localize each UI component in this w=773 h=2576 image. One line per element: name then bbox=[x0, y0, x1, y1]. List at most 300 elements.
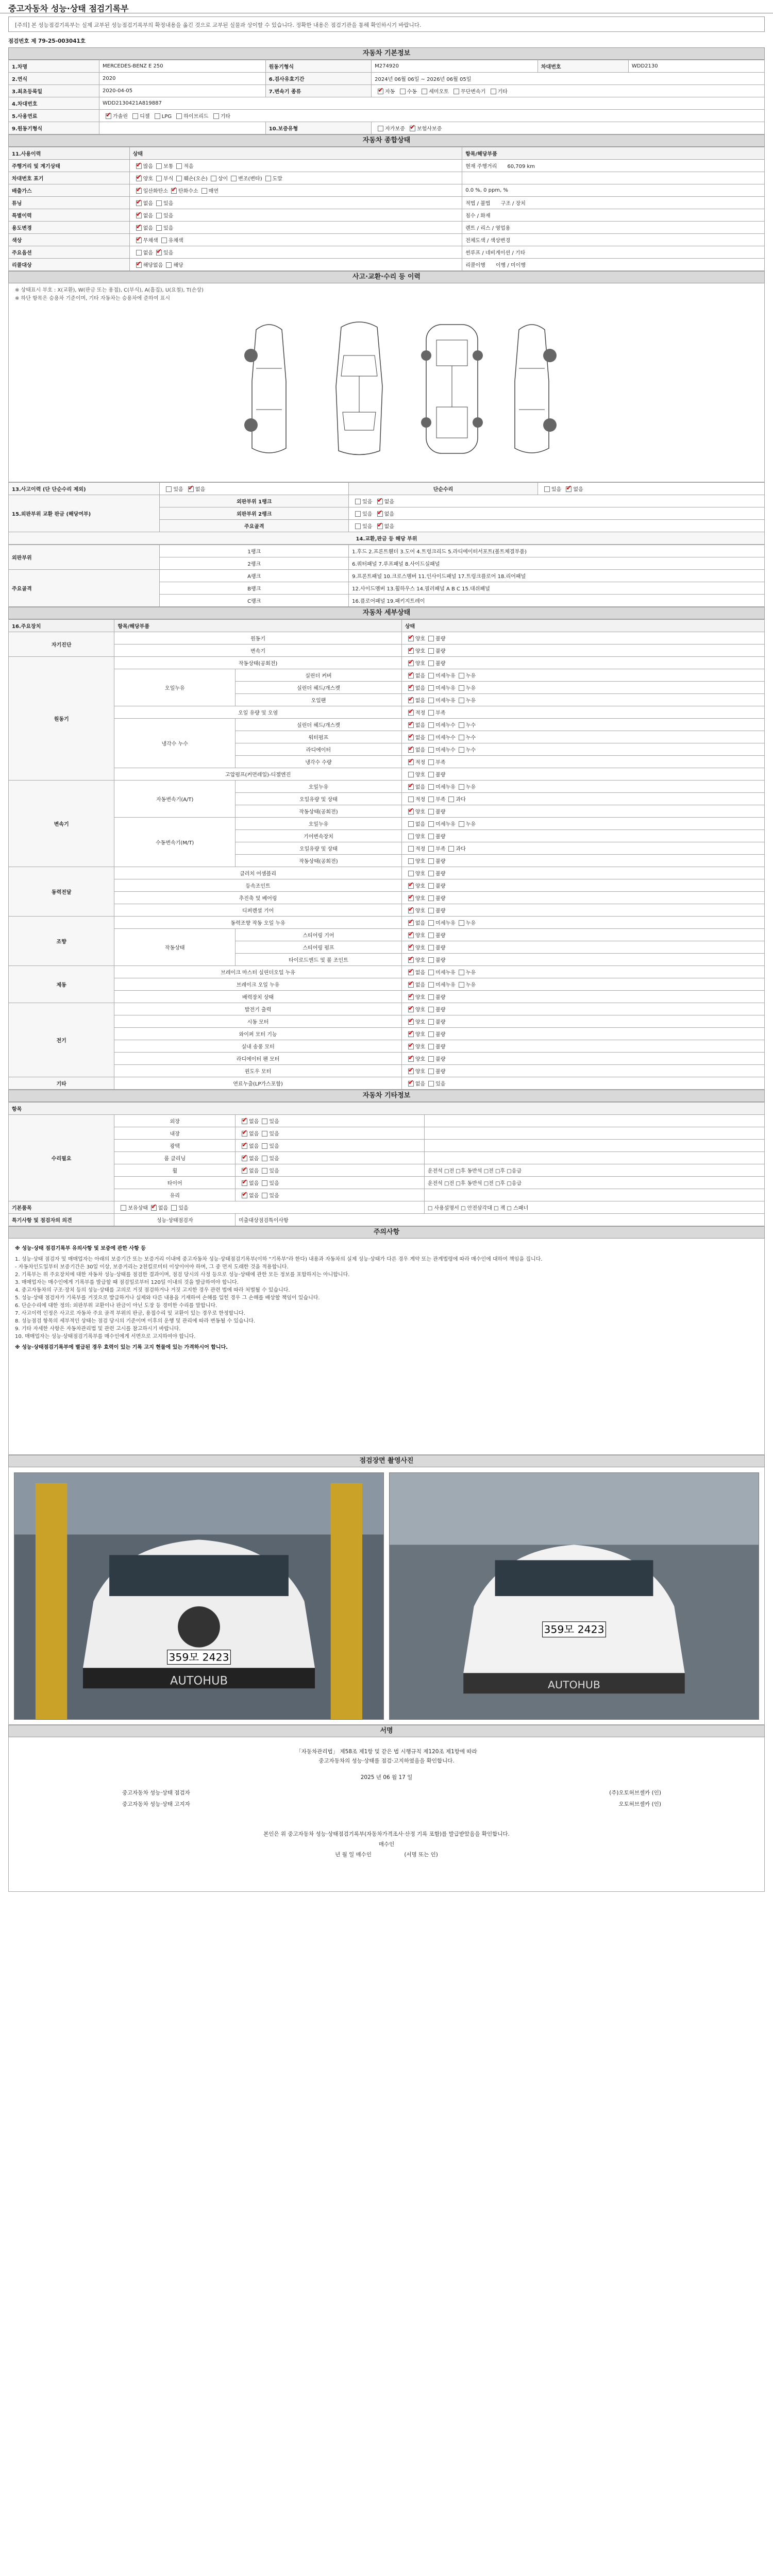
option-label: 있음 bbox=[269, 1131, 279, 1137]
option-label: 무채색 bbox=[143, 238, 158, 244]
other-row bbox=[9, 1115, 765, 1127]
option-label: 불량 bbox=[435, 1057, 446, 1062]
checkbox-icon bbox=[422, 89, 427, 94]
option-label: 양호 bbox=[415, 933, 426, 939]
receipt-sign: (서명 또는 인) bbox=[404, 1852, 438, 1858]
option-label: 불량 bbox=[435, 1069, 446, 1075]
option-label: 양호 bbox=[415, 884, 426, 889]
option-label: 누유 bbox=[465, 673, 476, 679]
photos-section bbox=[8, 1455, 765, 1725]
checkbox-icon bbox=[136, 238, 142, 243]
detail-item: 등속조인트 bbox=[114, 879, 401, 892]
detail-item: 브레이크 마스터 실린더오일 누유 bbox=[114, 966, 401, 978]
checkbox-icon bbox=[428, 1056, 434, 1062]
rank2-options bbox=[349, 507, 765, 520]
option-label: 불량 bbox=[435, 1044, 446, 1050]
checkbox-icon bbox=[428, 673, 434, 679]
checkbox-icon bbox=[428, 710, 434, 716]
checkbox-icon bbox=[408, 908, 414, 913]
detail-subgroup: 냉각수 누수 bbox=[114, 719, 236, 768]
summary-note bbox=[462, 234, 765, 246]
basic-row-3 bbox=[9, 85, 765, 97]
checkbox-icon bbox=[428, 920, 434, 926]
option-label: 없음 bbox=[415, 822, 426, 827]
checkbox-icon bbox=[156, 176, 162, 181]
transmission-options bbox=[372, 85, 765, 97]
caution-line: 8. 성능점검 항목의 세부적인 상태는 점검 당시의 기준이며 이후의 운행 및 관리에 따라 변동될 수 있습니다. bbox=[15, 1318, 256, 1324]
checkbox-icon bbox=[448, 796, 454, 802]
detail-item: 원동기 bbox=[114, 632, 401, 645]
option-label: 과다 bbox=[456, 846, 466, 852]
option-label: 양호 bbox=[415, 1032, 426, 1038]
inspector-label: 중고자동차 성능·상태 점검자 bbox=[122, 1790, 190, 1796]
detail-state bbox=[401, 991, 764, 1003]
option-label: 누수 bbox=[465, 735, 476, 741]
photos-row bbox=[8, 1467, 765, 1725]
other-options bbox=[236, 1189, 425, 1201]
checkbox-icon bbox=[136, 200, 142, 206]
checkbox-icon bbox=[459, 747, 464, 753]
checkbox-icon bbox=[428, 796, 434, 802]
checkbox-icon bbox=[155, 113, 160, 119]
first-registration-label: 3.최초등록일 bbox=[9, 85, 99, 97]
other-row bbox=[9, 1152, 765, 1164]
fuel-options bbox=[99, 110, 765, 122]
summary-note-text: 현재 주행거리 bbox=[465, 164, 497, 170]
detail-item: 실린더 커버 bbox=[236, 669, 402, 682]
option-label: 자동 bbox=[385, 89, 395, 95]
other-section bbox=[8, 1090, 765, 1226]
summary-section bbox=[8, 134, 765, 271]
rear-photo bbox=[389, 1472, 759, 1720]
checkbox-icon bbox=[408, 970, 414, 975]
option-label: 많음 bbox=[143, 164, 154, 170]
detail-state bbox=[401, 768, 764, 781]
option-label: 있음 bbox=[163, 250, 174, 256]
checkbox-icon bbox=[171, 1205, 177, 1211]
option-label: 있음 bbox=[269, 1144, 279, 1149]
car-diagram-area bbox=[9, 304, 764, 482]
option-label: 없음 bbox=[384, 499, 394, 505]
rank-row bbox=[9, 545, 765, 557]
option-label: 부족 bbox=[435, 760, 446, 766]
checkbox-icon bbox=[355, 523, 361, 529]
receipt-date: 년 월 일 매수인 bbox=[335, 1852, 372, 1858]
checkbox-icon bbox=[428, 970, 434, 975]
option-label: 보통 bbox=[163, 164, 174, 170]
checkbox-icon bbox=[428, 982, 434, 988]
option-label: 있음 bbox=[435, 1081, 446, 1087]
report-number bbox=[8, 37, 765, 45]
summary-note-text: 0.0 %, 0 ppm, % bbox=[465, 188, 508, 193]
basic-info-table bbox=[8, 60, 765, 134]
option-label: 있음 bbox=[269, 1168, 279, 1174]
checkbox-icon bbox=[428, 834, 434, 839]
summary-note-text: 썬루프 / 네비게이션 / 기타 bbox=[465, 250, 526, 256]
summary-label: 주행거리 및 계기상태 bbox=[9, 160, 130, 172]
inspector-value: (주)오토허브셀카 (인) bbox=[609, 1790, 661, 1796]
checkbox-icon bbox=[428, 735, 434, 740]
rank-grade: 1랭크 bbox=[160, 545, 349, 557]
checkbox-icon bbox=[355, 499, 361, 504]
vin-label: 4.차대번호 bbox=[9, 97, 99, 110]
caution-line: 7. 사고이력 인정은 사고로 자동차 주요 골격 부위의 판금, 용접수리 및 교환이 있는 경우로 한정합니다. bbox=[15, 1311, 245, 1316]
option-label: 불량 bbox=[435, 1032, 446, 1038]
detail-header-row bbox=[9, 620, 765, 632]
detail-item: 라디에이터 bbox=[236, 743, 402, 756]
detail-state bbox=[401, 842, 764, 855]
summary-row bbox=[9, 209, 765, 222]
checkbox-icon bbox=[201, 188, 207, 194]
checkbox-icon bbox=[378, 89, 383, 94]
checkbox-icon bbox=[459, 970, 464, 975]
detail-item: 실린더 헤드/개스켓 bbox=[236, 719, 402, 731]
checkbox-icon bbox=[428, 846, 434, 852]
option-label: 보험사보증 bbox=[416, 126, 442, 132]
sign-line-1: 「자동차관리법」 제58조 제1항 및 같은 법 시행규칙 제120조 제1항에 따라 bbox=[296, 1749, 477, 1755]
option-label: 불량 bbox=[435, 933, 446, 939]
detail-state bbox=[401, 1003, 764, 1015]
checkbox-icon bbox=[428, 747, 434, 753]
summary-note-value: 이행 / 미이행 bbox=[495, 263, 526, 268]
other-item: 유리 bbox=[114, 1189, 236, 1201]
option-label: 불량 bbox=[435, 1020, 446, 1025]
option-label: 불량 bbox=[435, 995, 446, 1001]
option-label: 미세누수 bbox=[435, 723, 456, 728]
checkbox-icon bbox=[408, 1031, 414, 1037]
summary-note-text: 렌트 / 리스 / 영업용 bbox=[465, 226, 511, 231]
inspection-validity-value: 2024년 06월 06일 ~ 2026년 06월 05일 bbox=[372, 73, 765, 85]
option-label: 있음 bbox=[269, 1181, 279, 1187]
summary-heading: 자동차 종합상태 bbox=[8, 134, 765, 147]
summary-note bbox=[462, 259, 765, 271]
summary-note bbox=[462, 197, 765, 209]
option-label: 미세누유 bbox=[435, 921, 456, 926]
summary-options bbox=[129, 184, 462, 197]
other-options bbox=[236, 1127, 425, 1140]
detail-item: 라디에이터 팬 모터 bbox=[114, 1053, 401, 1065]
option-label: 불량 bbox=[435, 896, 446, 902]
detail-row bbox=[9, 991, 765, 1003]
option-label: 불량 bbox=[435, 649, 446, 654]
option-label: 부족 bbox=[435, 710, 446, 716]
option-label: 양호 bbox=[415, 809, 426, 815]
checkbox-icon bbox=[262, 1156, 267, 1161]
option-label: 적음 bbox=[183, 164, 194, 170]
option-label: 양호 bbox=[415, 1057, 426, 1062]
checkbox-icon bbox=[377, 511, 383, 517]
detail-state bbox=[401, 1028, 764, 1040]
checkbox-icon bbox=[408, 636, 414, 641]
detail-item: 작동상태(공회전) bbox=[236, 855, 402, 867]
detail-item: 오일누유 bbox=[236, 781, 402, 793]
summary-options bbox=[129, 246, 462, 259]
chassis-value: WDD2130 bbox=[628, 60, 764, 73]
detail-item: 윈도우 모터 bbox=[114, 1065, 401, 1077]
detail-state bbox=[401, 855, 764, 867]
caution-body bbox=[8, 1239, 765, 1455]
checkbox-icon bbox=[408, 846, 414, 852]
other-options bbox=[236, 1115, 425, 1127]
option-label: 미세누유 bbox=[435, 970, 456, 976]
checkbox-icon bbox=[459, 698, 464, 703]
detail-table bbox=[8, 619, 765, 1090]
option-label: 미세누유 bbox=[435, 673, 456, 679]
detail-item: 추진축 및 베어링 bbox=[114, 892, 401, 904]
checkbox-icon bbox=[428, 957, 434, 963]
option-label: 없음 bbox=[249, 1181, 259, 1187]
basic-items-row bbox=[9, 1201, 765, 1214]
option-label: 불량 bbox=[435, 661, 446, 667]
summary-row bbox=[9, 160, 765, 172]
summary-note bbox=[462, 172, 765, 184]
warranty-options bbox=[372, 122, 765, 134]
summary-options bbox=[129, 234, 462, 246]
other-col-item: 항목 bbox=[9, 1103, 765, 1115]
detail-row bbox=[9, 1077, 765, 1090]
option-label: 미세누수 bbox=[435, 748, 456, 753]
checkbox-icon bbox=[428, 1031, 434, 1037]
option-label: 누유 bbox=[465, 921, 476, 926]
option-label: 불량 bbox=[435, 1007, 446, 1013]
checkbox-icon bbox=[262, 1143, 267, 1149]
option-label: 적정 bbox=[415, 710, 426, 716]
rank-items: 6.쿼터패널 7.루프패널 8.사이드실패널 bbox=[349, 557, 765, 570]
option-label: 있음 bbox=[178, 1206, 189, 1211]
option-label: 미세누유 bbox=[435, 698, 456, 704]
detail-item: 와이퍼 모터 기능 bbox=[114, 1028, 401, 1040]
summary-col-state: 상태 bbox=[129, 147, 462, 160]
checkbox-icon bbox=[408, 871, 414, 876]
summary-col-usage: 11.사용이력 bbox=[9, 147, 130, 160]
option-label: 없음 bbox=[384, 524, 394, 530]
front-watermark: AUTOHUB bbox=[170, 1674, 228, 1688]
parts-header-row bbox=[9, 532, 765, 545]
opinion-value: 미출대상점검특이사항 bbox=[236, 1214, 765, 1226]
option-label: 불량 bbox=[435, 636, 446, 642]
option-label: 있음 bbox=[551, 487, 562, 493]
option-label: 양호 bbox=[415, 1044, 426, 1050]
option-label: 누유 bbox=[465, 822, 476, 827]
checkbox-icon bbox=[166, 486, 172, 492]
basic-items-extra: □ 사용설명서 □ 안전삼각대 □ 잭 □ 스패너 bbox=[424, 1201, 764, 1214]
detail-group: 변속기 bbox=[9, 781, 114, 867]
checkbox-icon bbox=[136, 163, 142, 169]
rank-items: 16.플로어패널 19.패키지트레이 bbox=[349, 595, 765, 607]
caution-line: 4. 중고자동차의 구조·장치 등의 성능·상태를 고의로 거짓 점검하거나 거짓 고지한 경우 관련 법에 따라 처벌될 수 있습니다. bbox=[15, 1287, 290, 1293]
checkbox-icon bbox=[410, 126, 415, 131]
detail-section bbox=[8, 607, 765, 1090]
checkbox-icon bbox=[408, 648, 414, 654]
summary-note-text: 적법 / 불법 bbox=[465, 201, 491, 207]
option-label: 매연 bbox=[208, 189, 219, 194]
checkbox-icon bbox=[408, 735, 414, 740]
detail-state bbox=[401, 756, 764, 768]
checkbox-icon bbox=[428, 1007, 434, 1012]
option-label: 없음 bbox=[384, 512, 394, 517]
checkbox-icon bbox=[262, 1193, 267, 1198]
detail-row bbox=[9, 1040, 765, 1053]
sign-date: 2025 년 06 월 17 일 bbox=[360, 1774, 413, 1781]
main-frame-options bbox=[349, 520, 765, 532]
summary-label: 리콜대상 bbox=[9, 259, 130, 271]
checkbox-icon bbox=[136, 250, 142, 256]
option-label: 불량 bbox=[435, 772, 446, 778]
basic-items-label: 기본품목 bbox=[9, 1201, 114, 1214]
engine-type-value: M274920 bbox=[372, 60, 538, 73]
rank1-row bbox=[9, 495, 765, 507]
accident-row bbox=[9, 483, 765, 495]
checkbox-icon bbox=[171, 188, 177, 194]
rank-table bbox=[8, 545, 765, 607]
checkbox-icon bbox=[428, 895, 434, 901]
checkbox-icon bbox=[408, 982, 414, 988]
checkbox-icon bbox=[408, 895, 414, 901]
option-label: 변조(변타) bbox=[238, 176, 262, 182]
checkbox-icon bbox=[408, 673, 414, 679]
car-side-right-icon bbox=[503, 319, 560, 459]
option-label: 미세누수 bbox=[435, 735, 456, 741]
basic-row-2 bbox=[9, 73, 765, 85]
fuel-label: 5.사용연료 bbox=[9, 110, 99, 122]
summary-options bbox=[129, 160, 462, 172]
detail-row bbox=[9, 879, 765, 892]
detail-state bbox=[401, 1065, 764, 1077]
option-label: 없음 bbox=[249, 1144, 259, 1149]
summary-note-value: 60,709 km bbox=[507, 164, 535, 170]
checkbox-icon bbox=[428, 1019, 434, 1025]
detail-item: 타이로드엔드 및 볼 조인트 bbox=[236, 954, 402, 966]
checkbox-icon bbox=[428, 784, 434, 790]
summary-note-value: 구조 / 장치 bbox=[500, 201, 526, 207]
summary-row bbox=[9, 197, 765, 209]
detail-state bbox=[401, 904, 764, 917]
checkbox-icon bbox=[408, 1019, 414, 1025]
checkbox-icon bbox=[428, 698, 434, 703]
option-label: 없음 bbox=[415, 982, 426, 988]
detail-row bbox=[9, 867, 765, 879]
checkbox-icon bbox=[408, 1081, 414, 1087]
option-label: 유채색 bbox=[168, 238, 183, 244]
checkbox-icon bbox=[408, 784, 414, 790]
option-label: 과다 bbox=[456, 797, 466, 803]
year-label: 2.연식 bbox=[9, 73, 99, 85]
checkbox-icon bbox=[213, 113, 219, 119]
detail-group: 기타 bbox=[9, 1077, 114, 1090]
checkbox-icon bbox=[428, 772, 434, 777]
caution-line: 9. 기타 자세한 사항은 자동차관리법 및 관련 고시를 참고하시기 바랍니다. bbox=[15, 1326, 181, 1332]
detail-item: 작동상태(공회전) bbox=[114, 657, 401, 669]
detail-item: 연료누출(LP가스포함) bbox=[114, 1077, 401, 1090]
caution-line: 3. 매매업자는 매수인에게 기록부를 발급할 때 점검일로부터 120일 이내의 것을 발급하여야 합니다. bbox=[15, 1280, 239, 1285]
simple-repair-label: 단순수리 bbox=[349, 483, 538, 495]
detail-item: 실린더 헤드/개스켓 bbox=[236, 682, 402, 694]
option-label: 적정 bbox=[415, 760, 426, 766]
detail-col-item: 항목/해당부품 bbox=[114, 620, 401, 632]
checkbox-icon bbox=[408, 1056, 414, 1062]
detail-state bbox=[401, 1053, 764, 1065]
option-label: 양호 bbox=[415, 958, 426, 963]
other-table bbox=[8, 1102, 765, 1226]
checkbox-icon bbox=[136, 262, 142, 268]
checkbox-icon bbox=[459, 722, 464, 728]
other-options bbox=[236, 1164, 425, 1177]
checkbox-icon bbox=[156, 225, 162, 231]
option-label: 미세누유 bbox=[435, 686, 456, 691]
other-item: 타이어 bbox=[114, 1177, 236, 1189]
detail-row bbox=[9, 1028, 765, 1040]
document-title: 중고자동차 성능·상태 점검기록부 bbox=[0, 0, 773, 13]
rear-watermark: AUTOHUB bbox=[548, 1679, 600, 1691]
car-side-left-icon bbox=[241, 319, 297, 459]
checkbox-icon bbox=[242, 1131, 247, 1137]
detail-item: 오일유량 및 상태 bbox=[236, 842, 402, 855]
summary-options bbox=[129, 172, 462, 184]
sign-heading: 서명 bbox=[8, 1725, 765, 1737]
option-label: 탄화수소 bbox=[178, 189, 198, 194]
checkbox-icon bbox=[106, 113, 111, 119]
option-label: 양호 bbox=[143, 176, 154, 182]
option-label: 양호 bbox=[415, 1069, 426, 1075]
option-label: 누수 bbox=[465, 723, 476, 728]
checkbox-icon bbox=[428, 722, 434, 728]
checkbox-icon bbox=[262, 1168, 267, 1174]
engine-model-value bbox=[99, 122, 266, 134]
checkbox-icon bbox=[377, 499, 383, 504]
rank1-options bbox=[349, 495, 765, 507]
rank-row bbox=[9, 570, 765, 582]
rank-grade: A랭크 bbox=[160, 570, 349, 582]
checkbox-icon bbox=[408, 660, 414, 666]
detail-item: 스티어링 기어 bbox=[236, 929, 402, 941]
front-plate: 359모 2423 bbox=[169, 1651, 229, 1664]
detail-row bbox=[9, 978, 765, 991]
summary-note-text: 전체도색 / 색상변경 bbox=[465, 238, 511, 244]
checkbox-icon bbox=[211, 176, 216, 181]
detail-row bbox=[9, 1053, 765, 1065]
option-label: 수동 bbox=[407, 89, 417, 95]
front-photo bbox=[14, 1472, 384, 1720]
checkbox-icon bbox=[408, 945, 414, 951]
checkbox-icon bbox=[408, 933, 414, 938]
checkbox-icon bbox=[428, 685, 434, 691]
checkbox-icon bbox=[459, 673, 464, 679]
caution-section bbox=[8, 1226, 765, 1455]
report-number-label: 점검번호 제 bbox=[8, 38, 37, 44]
notice-box: [주의] 본 성능점검기록부는 실제 교부된 성능점검기록부의 확정내용을 옮긴 것으로 교부된 실물과 상이할 수 있습니다. 정확한 내용은 점검기관을 통해 확인하시기 바랍니다. bbox=[8, 16, 765, 32]
checkbox-icon bbox=[408, 1069, 414, 1074]
caution-warning-2: ※ 성능·상태점검기록부에 별급된 경우 효력이 있는 기록 고지 현물에 있는 가격하시어 합니다. bbox=[15, 1345, 228, 1350]
detail-state bbox=[401, 917, 764, 929]
option-label: 불량 bbox=[435, 945, 446, 951]
checkbox-icon bbox=[428, 1081, 434, 1087]
detail-row bbox=[9, 657, 765, 669]
option-label: 양호 bbox=[415, 908, 426, 914]
detail-group: 원동기 bbox=[9, 657, 114, 781]
option-label: 없음 bbox=[249, 1193, 259, 1199]
option-label: 양호 bbox=[415, 1007, 426, 1013]
checkbox-icon bbox=[428, 648, 434, 654]
detail-row bbox=[9, 929, 765, 941]
checkbox-icon bbox=[428, 871, 434, 876]
option-label: 적정 bbox=[415, 846, 426, 852]
option-label: 없음 bbox=[143, 250, 154, 256]
detail-row bbox=[9, 818, 765, 830]
other-options bbox=[236, 1177, 425, 1189]
detail-item: 동력조향 작동 오일 누유 bbox=[114, 917, 401, 929]
option-label: 누유 bbox=[465, 982, 476, 988]
checkbox-icon bbox=[459, 784, 464, 790]
